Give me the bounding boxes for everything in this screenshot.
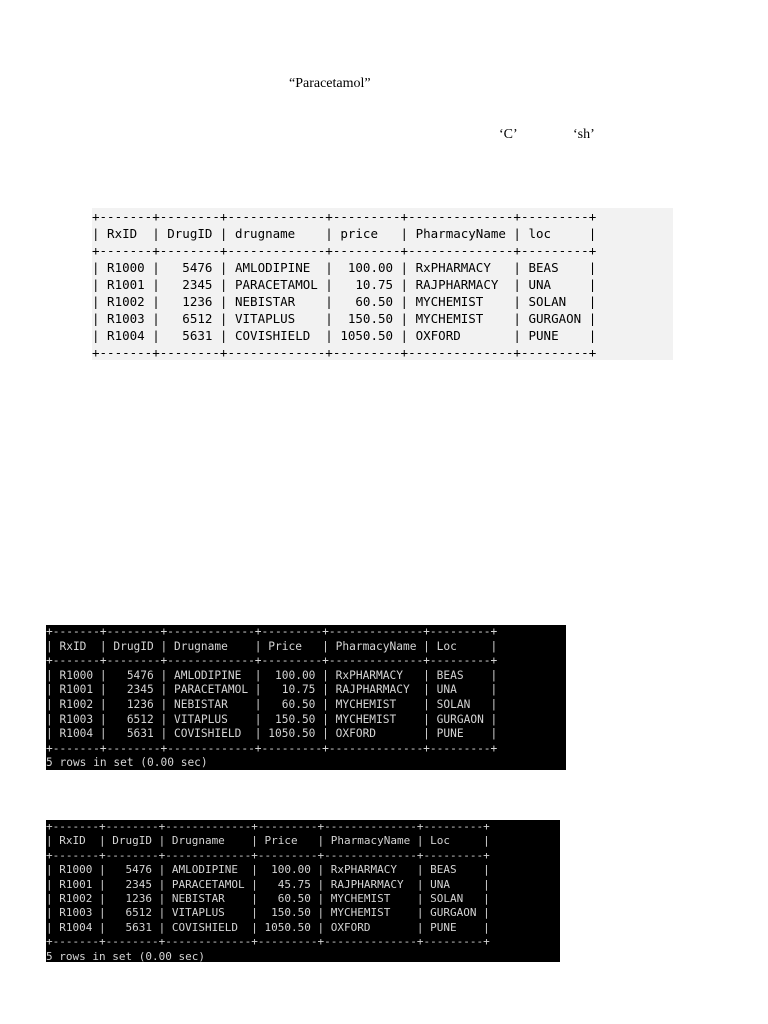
table-text-line: +-------+--------+-------------+---------+--------------+---------+ — [92, 243, 597, 258]
table-text-line: | R1004 | 5631 | COVISHIELD | 1050.50 | OXFORD | PUNE | — [92, 328, 597, 343]
query-result-table-terminal-1 — [46, 625, 566, 770]
table-text-line: +-------+--------+-------------+---------+--------------+---------+ — [92, 345, 597, 360]
table-text-line: | RxID | DrugID | Drugname | Price | PharmacyName | Loc | — [46, 639, 498, 653]
table-text-line: +-------+--------+-------------+---------+--------------+---------+ — [92, 209, 597, 224]
table-text-line: | R1000 | 5476 | AMLODIPINE | 100.00 | RxPHARMACY | BEAS | — [46, 863, 490, 877]
table-text-line: | R1004 | 5631 | COVISHIELD | 1050.50 | OXFORD | PUNE | — [46, 920, 490, 934]
table-text-line: | R1000 | 5476 | AMLODIPINE | 100.00 | RxPHARMACY | BEAS | — [92, 260, 597, 275]
quoted-letters-sh: ‘sh’ — [573, 127, 595, 142]
table-text-line: +-------+--------+-------------+---------+--------------+---------+ — [46, 848, 490, 862]
quoted-letter-c: ‘C’ — [499, 127, 518, 142]
table-text-line: | RxID | DrugID | drugname | price | PharmacyName | loc | — [92, 226, 597, 241]
table-text-line: | R1002 | 1236 | NEBISTAR | 60.50 | MYCHEMIST | SOLAN | — [46, 892, 490, 906]
table-text-line: | R1003 | 6512 | VITAPLUS | 150.50 | MYCHEMIST | GURGAON | — [92, 311, 597, 326]
table-text-line: | RxID | DrugID | Drugname | Price | PharmacyName | Loc | — [46, 834, 490, 848]
table-text-line: | R1002 | 1236 | NEBISTAR | 60.50 | MYCHEMIST | SOLAN | — [46, 697, 498, 711]
table-text-line: 5 rows in set (0.00 sec) — [46, 756, 208, 770]
table-text-line: +-------+--------+-------------+---------+--------------+---------+ — [46, 654, 498, 668]
table-text-line: +-------+--------+-------------+---------+--------------+---------+ — [46, 741, 498, 755]
table-text-line: | R1001 | 2345 | PARACETAMOL | 45.75 | RAJPHARMACY | UNA | — [46, 877, 490, 891]
table-text-line: | R1003 | 6512 | VITAPLUS | 150.50 | MYCHEMIST | GURGAON | — [46, 712, 498, 726]
table-text-line: | R1004 | 5631 | COVISHIELD | 1050.50 | OXFORD | PUNE | — [46, 727, 498, 741]
table-text-line: +-------+--------+-------------+---------+--------------+---------+ — [46, 820, 490, 833]
quoted-word-paracetamol: “Paracetamol” — [289, 76, 371, 91]
query-result-table-terminal-2 — [46, 820, 560, 962]
table-text-line: | R1002 | 1236 | NEBISTAR | 60.50 | MYCHEMIST | SOLAN | — [92, 294, 597, 309]
table-text-line: 5 rows in set (0.00 sec) — [46, 949, 205, 963]
table-text-line: | R1000 | 5476 | AMLODIPINE | 100.00 | RxPHARMACY | BEAS | — [46, 668, 498, 682]
table-text-line: +-------+--------+-------------+---------+--------------+---------+ — [46, 625, 498, 638]
query-result-table-light — [92, 208, 673, 360]
table-text-line: | R1003 | 6512 | VITAPLUS | 150.50 | MYCHEMIST | GURGAON | — [46, 906, 490, 920]
table-text-line: +-------+--------+-------------+---------+--------------+---------+ — [46, 935, 490, 949]
table-text-line: | R1001 | 2345 | PARACETAMOL | 10.75 | RAJPHARMACY | UNA | — [92, 277, 597, 292]
table-text-line: | R1001 | 2345 | PARACETAMOL | 10.75 | RAJPHARMACY | UNA | — [46, 683, 498, 697]
